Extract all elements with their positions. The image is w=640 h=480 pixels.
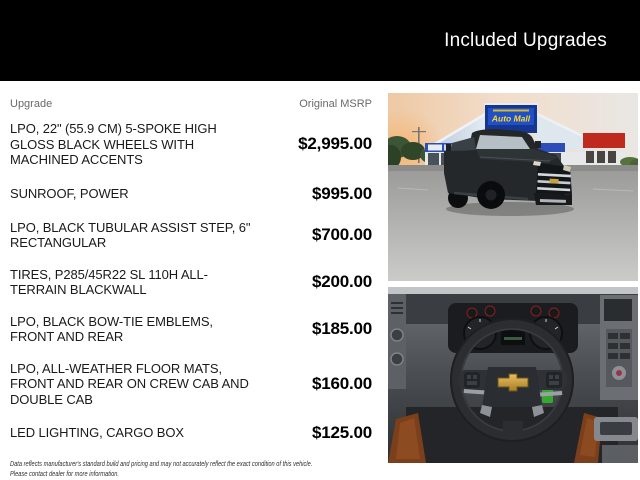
upgrade-price: $185.00 — [311, 319, 372, 338]
truck-exterior-photo — [388, 93, 638, 281]
steering-wheel-interior-photo — [388, 287, 638, 463]
upgrade-name: SUNROOF, POWER — [10, 185, 129, 201]
upgrade-name: LPO, BLACK TUBULAR ASSIST STEP, 6" RECTANGULAR — [10, 219, 251, 250]
table-row — [10, 314, 372, 345]
upgrade-name: TIRES, P285/45R22 SL 110H ALL-TERRAIN BLACKWALL — [10, 266, 208, 297]
upgrade-name: LED LIGHTING, CARGO BOX — [10, 425, 184, 441]
upgrade-price: $2,995.00 — [298, 134, 372, 154]
grille-bowtie-icon — [549, 179, 558, 184]
upgrade-price: $995.00 — [311, 183, 372, 203]
upgrade-price: $125.00 — [311, 423, 372, 442]
upgrade-name: LPO, ALL-WEATHER FLOOR MATS, FRONT AND REAR ON CREW CAB AND DOUBLE CAB — [10, 360, 249, 407]
center-stack — [600, 295, 638, 400]
upgrades-table-body — [10, 121, 372, 443]
upgrade-name: LPO, BLACK BOW-TIE EMBLEMS, FRONT AND REAR — [10, 313, 213, 344]
table-row — [10, 267, 372, 298]
vehicle-photos — [388, 93, 638, 478]
header-bar — [0, 0, 640, 81]
upgrades-table — [10, 93, 372, 478]
table-row — [10, 361, 372, 408]
upgrade-price: $200.00 — [311, 272, 372, 291]
disclaimer-line-1: Data reflects manufacturer's standard build and pricing and may not accurately reflect the exact condition of this vehicle. — [10, 459, 313, 468]
table-row — [10, 121, 372, 168]
dealership-sign-text: Auto Mall — [491, 113, 531, 124]
column-upgrade: Upgrade — [10, 98, 53, 110]
table-row — [10, 423, 372, 443]
page-title: Included Upgrades — [444, 29, 607, 51]
left-dash-panel — [388, 294, 406, 389]
upgrade-price: $160.00 — [311, 373, 372, 393]
disclaimer-line-2: Please contact dealer for more information. — [10, 468, 119, 478]
dealership-sign — [484, 103, 538, 133]
column-original-msrp: Original MSRP — [299, 98, 372, 110]
table-row — [10, 184, 372, 204]
disclaimer — [10, 459, 367, 478]
upgrade-name: LPO, 22" (55.9 CM) 5-SPOKE HIGH GLOSS BLACK WHEELS WITH MACHINED ACCENTS — [10, 121, 217, 167]
content-area — [0, 81, 640, 478]
table-header-row — [10, 98, 372, 110]
red-building-block — [583, 133, 625, 148]
upgrade-price: $700.00 — [311, 225, 372, 244]
table-row — [10, 220, 372, 251]
